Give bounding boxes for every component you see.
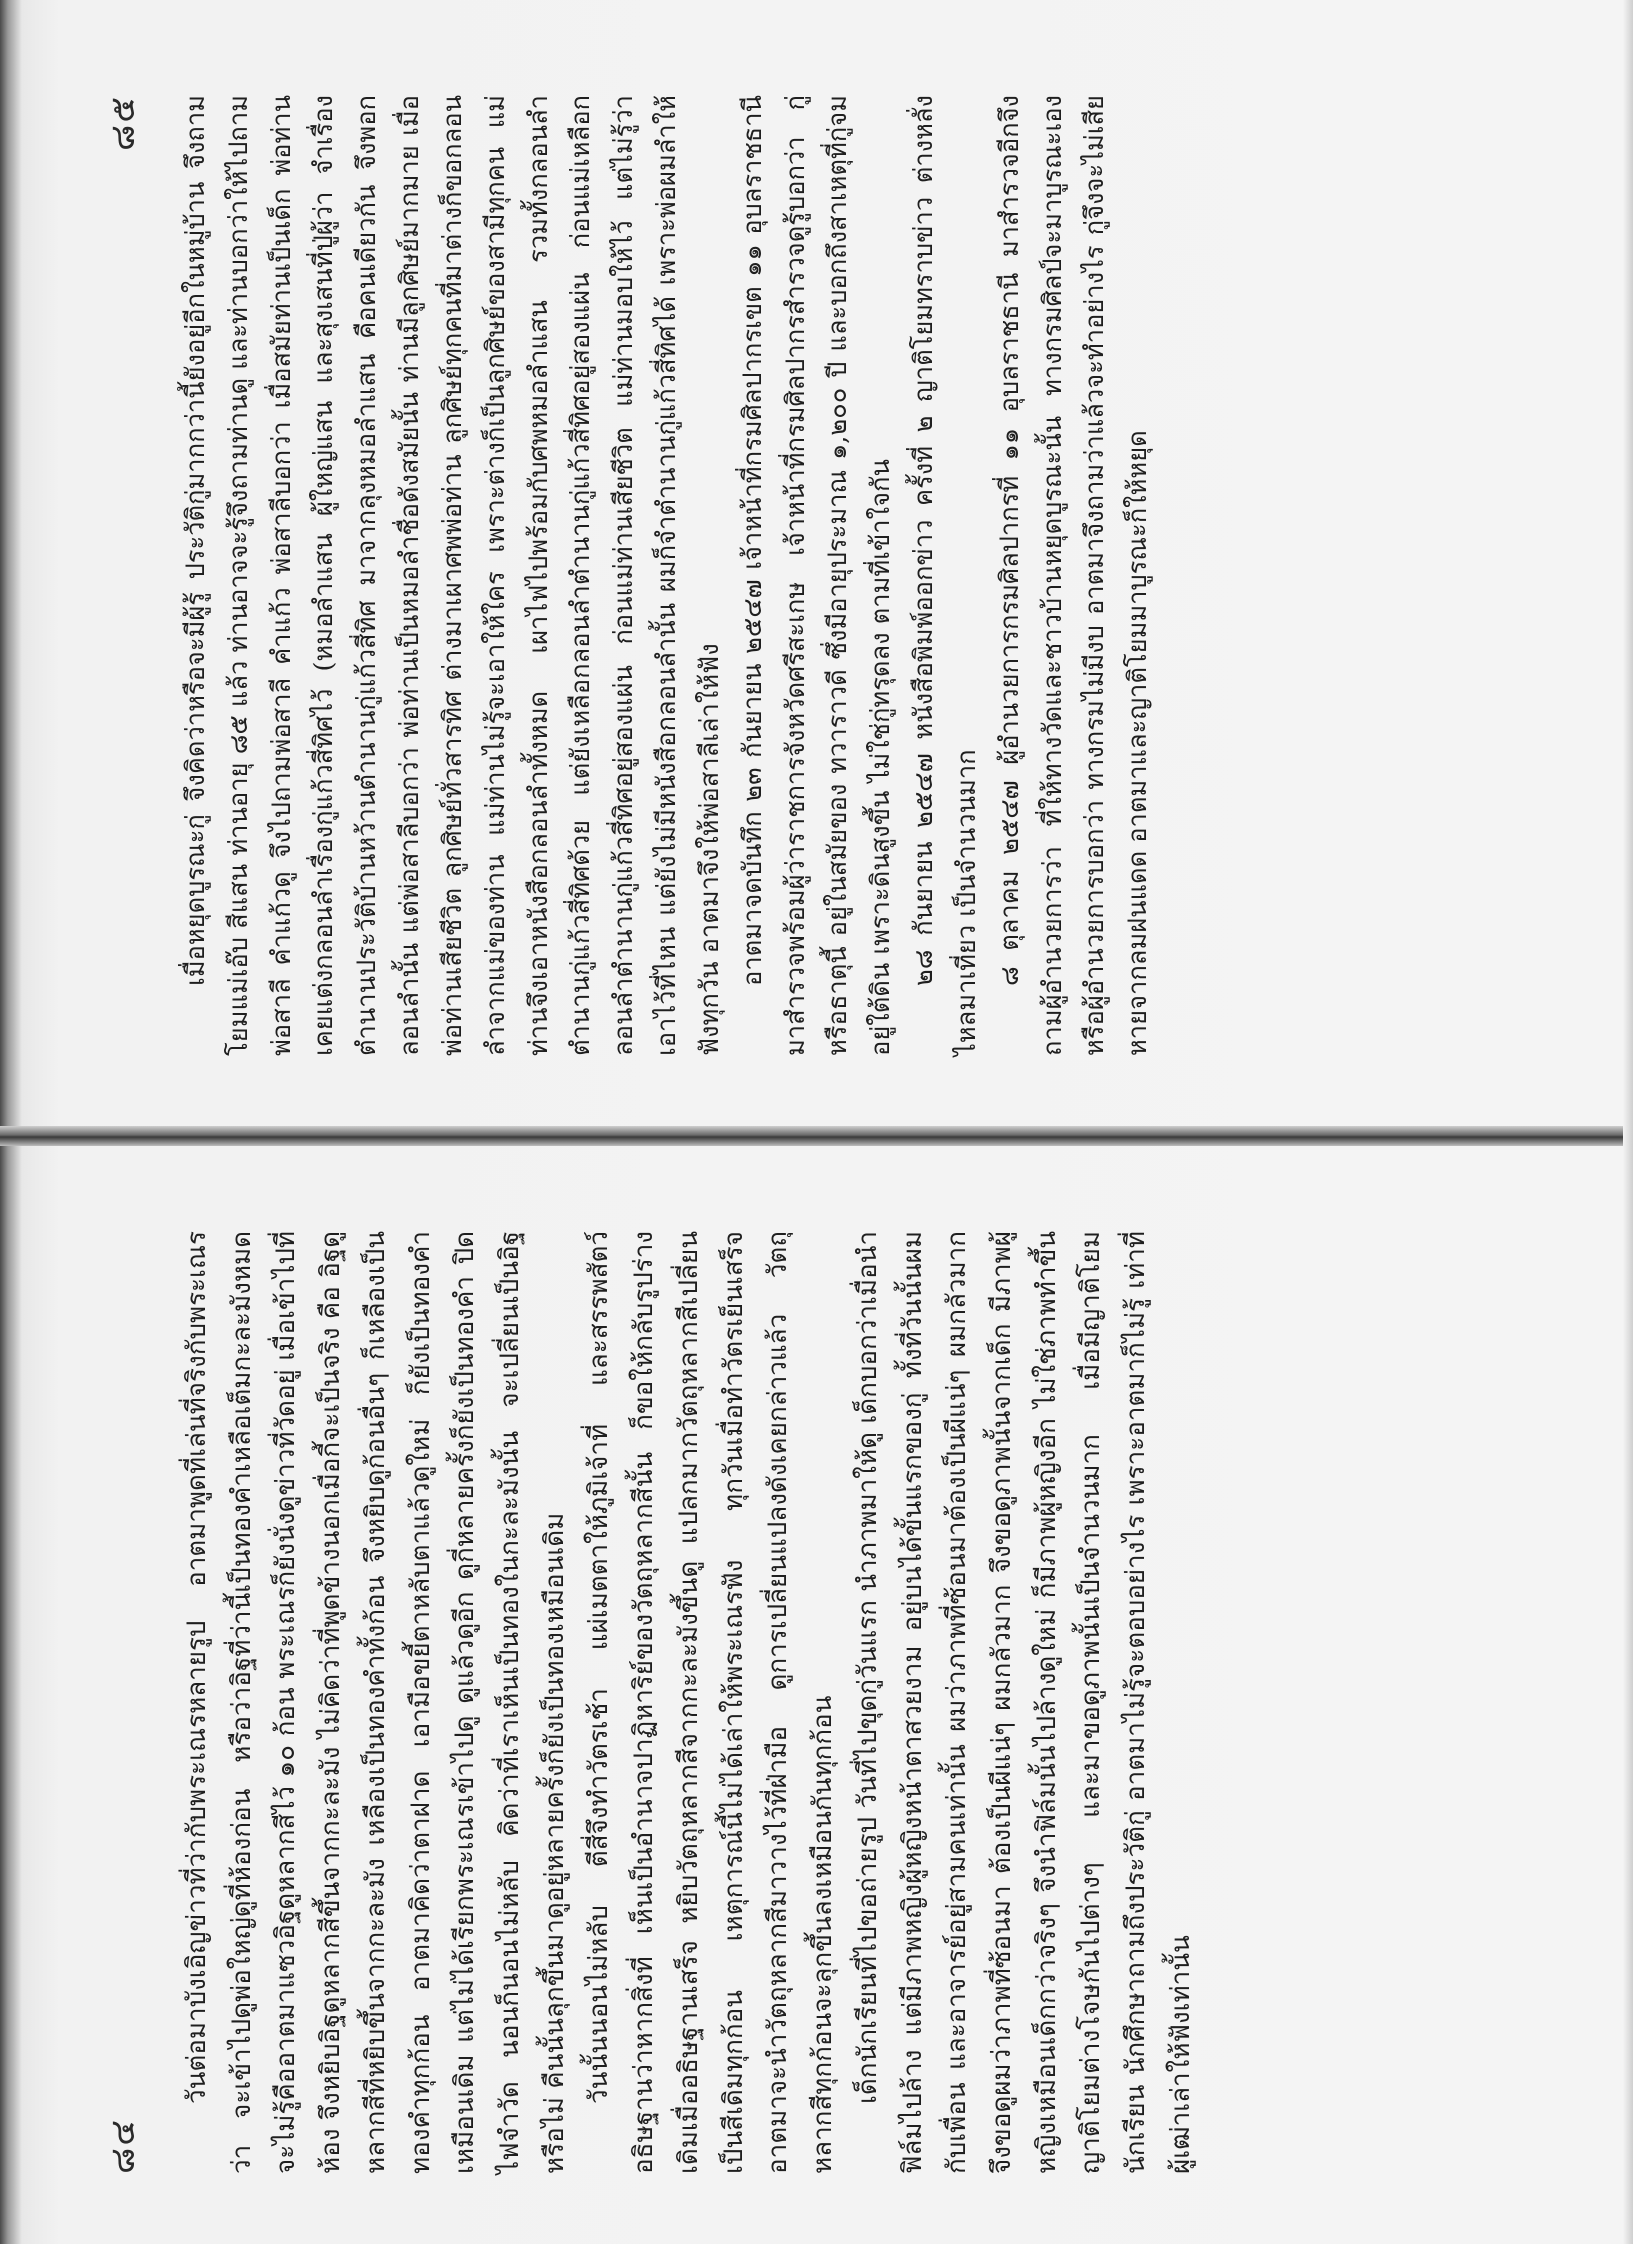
paragraph-2: อาตมาจดบันทึก ๒๓ กันยายน ๒๕๔๗ เจ้าหน้าที่กรมศิลปากรเขต ๑๑ อุบลราชธานี มาสำรวจพร้อมผู้ว่าราชการจังหวัดศรีสะเกษ เจ้าหน้าที่กรมศิลปากรสำรวจดูรู้บอกว่า กู่หรือธาตุนี้ อยู่ในสมัยของ ทวาราวดี ซึ่งมีอายุประมาณ ๑,๒๐๐ ปี และบอกถึงสาเหตุที่กู่จมอยู่ใต้ดิน เพราะดินสูงขึ้น ไม่ใช่กู่ทรุดลง ตามที่เข้าใจกัน: [737, 95, 897, 1056]
page-84: [0, 1146, 1633, 2244]
paragraph-3: เด็กนักเรียนที่ไปขอถ่ายรูป วันที่ไปขุดกู่วันแรก นำภาพมาให้ดู เด็กบอกว่าเมื่อนำฟิล์มไปล้าง แต่มีภาพหญิงผู้หญิงหน้าตาสวยงาม อยู่บนได้ขั้นแรกของกู่ ทั้งที่วันนั้นผมกับเพื่อน และอาจารย์อยู่สามคนเท่านั้น ผมว่าภาพที่ซ้อนมาต้องเป็นผีแน่ๆ ผมกลัวมาก จึงขอดูผมว่าภาพที่ซ้อนมา ต้องเป็นผีแน่ๆ ผมกลัวมาก จึงขอดูภาพนั้นจากเด็ก มีภาพผู้หญิงเหมือนเด็กกว่าจริงๆ จึงนำฟิล์มนั้นไปล้างดูใหม่ ก็มีภาพผู้หญิงอีก ไม่ใช่ภาพทำขึ้น ญาติโยมต่างโจษกันไปต่างๆ และมาขอดูภาพนั้นเป็นจำนวนมาก เมื่อมีญาติโยมนักเรียน นักศึกษาถามถึงประวัติกู่ อาตมาไม่รู้จะตอบอย่างไร เพราะอาตมาก็ไม่รู้ เท่าที่ผู้เฒ่าเล่าให้ฟังเท่านั้น: [852, 1231, 1196, 2174]
page-frame-84: [0, 1146, 1633, 2244]
page-number: ๘๔: [103, 2118, 143, 2174]
book-gutter: [0, 1126, 1633, 1146]
paragraph-3: ๒๘ กันยายน ๒๕๔๗ หนังสือพิมพ์ออกข่าว ครั้งที่ ๒ ญาติโยมทราบข่าว ต่างหลั่งไหลมาเที่ยว เป็นจำนวนมาก: [909, 95, 982, 1056]
paragraph-1: วันต่อมาบังเอิญข่าวที่ว่ากับพระเณรหลายรูป อาตมาพูดที่เล่นที่จริงกับพระเณรว่า จะเข้าไปดูพ่อใหญ่ดูที่ห้องก่อน หรือว่าอิฐที่ว่านี้เป็นทองคำเหลือเต็มกะละมังหมด จะไม่รู้คืออาตมาแซวอิฐดูหลากสีไว้ ๑๐ ก้อน พระเณรก็ยังนั่งดูข่าวที่วัดอยู่ เมื่อเข้าไปที่ห้อง จึงหยิบอิฐดูหลากสีขึ้นจากกะละมัง ไม่คิดว่าที่พูดข้างนอกเมื่อกี้จะเป็นจริง คือ อิฐดูหลากสีที่หยิบขึ้นจากกะละมัง เหลืองเป็นทองคำทั้งก้อน จึงหยิบดูก้อนอื่นๆ ก็เหลืองเป็นทองคำทุกก้อน อาตมาคิดว่าตาฝาด เอามือขยี้ตาหลับตาแล้วดูใหม่ ก็ยังเป็นทองคำเหมือนเดิม แต่ไม่ได้เรียกพระเณรเข้าไปดู ดูแล้วดูอีก ดูกี่หลายครั้งก็ยังเป็นทองคำ ปิดไฟจำวัด นอนก็นอนไม่หลับ คิดว่าที่เราเห็นเป็นทองในกะละมังนั้น จะเปลี่ยนเป็นอิฐหรือไม่ คืนนั้นลุกขึ้นมาดูอยู่หลายครั้งก็ยังเป็นทองเหมือนเดิม: [182, 1231, 570, 2174]
paragraph-1: เมื่อหยุดบูรณะกู่ จึงคิดว่าหรือจะมีผู้รู้ ประวัติกู่มากกว่านี้ยังอยู่อีกในหมู่บ้าน จึงถามโยมแม่เอ๊บ สีแสน ท่านอายุ ๘๕ แล้ว ท่านอาจจะรู้จึงถามท่านดู และท่านบอกว่าให้ไปถามพ่อสาลี คำแก้วดู จึงไปถามพ่อสาลี คำแก้ว พ่อสาลีบอกว่า เมื่อสมัยท่านเป็นเด็ก พ่อท่านเคยแต่งกลอนลำเรื่องกู่แก้วสี่ทิศไว้ (หมอลำแสน ผู้ใหญ่แสน และสุงเสนที่ปู่ผู้ว่า จำเรื่องตำนานประวัติบ้านหว้านตำนานกู่แก้วสี่ทิศ มาจากลุงหมอลำแสน คือคนเดียวกัน จึงพอกลอนลำนั้น แต่พ่อสาลีบอกว่า พ่อท่านเป็นหมอลำชื่อดังสมัยนั้น ท่านมีลูกศิษย์มากมาย เมื่อพ่อท่านเสียชีวิต ลูกศิษย์ทั่วสารทิศ ต่างมาเผาศพพ่อท่าน ลูกศิษย์ทุกคนที่มาต่างก็ขอกลอนลำจากแม่ของท่าน แม่ท่านไม่รู้จะเอาให้ใคร เพราะต่างก็เป็นลูกศิษย์ของสามีทุกคน แม่ท่านจึงเอาหนังสือกลอนลำทั้งหมด เผาไฟไปพร้อมกับศพหมอลำแสน รวมทั้งกลอนลำตำนานกู่แก้วสี่ทิศด้วย แต่ยังเหลือกลอนลำตำนานกู่แก้วสี่ทิศอยู่สองแผ่น ก่อนแม่เหลือกลอนลำตำนานกู่แก้วสี่ทิศอยู่สองแผ่น ก่อนแม่ท่านเสียชีวิต แม่ท่านมอบให้ไว้ แต่ไม่รู้ว่าเอาไว้ที่ไหน แต่ยังไม่มีหนังสือกลอนลำนั้น ผมก็จำตำนานกู่แก้วสี่ทิศได้ เพราะพ่อผมลำให้ฟังทุกวัน อาตมาจึงให้พ่อสาลีเล่าให้ฟัง: [181, 95, 725, 1056]
paragraph-4: ๘ ตุลาคม ๒๕๔๗ ผู้อำนวยการกรมศิลปากรที่ ๑๑ อุบลราชธานี มาสำรวจอีกจึงถามผู้อำนวยการว่า ที่ให้ทางวัดและชาวบ้านหยุดบูรณะนั้น ทางกรมศิลป์จะมาบูรณะเองหรือผู้อำนวยการบอกว่า ทางกรมไม่มีงบ อาตมาจึงถามว่าแล้วจะทำอย่างไร กู่จึงจะไม่เสียหายจากลมฝนแดด อาตมาและญาติโยมมาบูรณะก็ให้หยุด: [994, 95, 1154, 1056]
page-edge: [1623, 0, 1633, 2244]
page-number: ๘๕: [103, 95, 143, 151]
paragraph-2: วันนั้นนอนไม่หลับ ตีสี่จึงทำวัตรเช้า แผ่เมตตาให้ภูมิเจ้าที่ และสรรพสัตว์อธิษฐานว่าหากสิ่งที่ เห็นเป็นอำนาจปาฏิหาริย์ของวัตถุหลากสีนั้น ก็ขอให้กลับรูปร่างเดิมเมื่ออธิษฐานเสร็จ หยิบวัตถุหลากสีจากกะละมังขึ้นดู แปลกมากวัตถุหลากสีเปลี่ยนเป็นสีเดิมทุกก้อน เหตุการณ์นี้ไม่ได้เล่าให้พระเณรฟัง ทุกวันเมื่อทำวัตรเย็นเสร็จ อาตมาจะนำวัตถุหลากสีมาวางไว้ที่ฝ่ามือ ดูการเปลี่ยนแปลงดังเคยกล่าวแล้ว วัตถุหลากสีทุกก้อนจะลุกขึ้นลงเหมือนกันทุกก้อน: [584, 1231, 839, 2174]
